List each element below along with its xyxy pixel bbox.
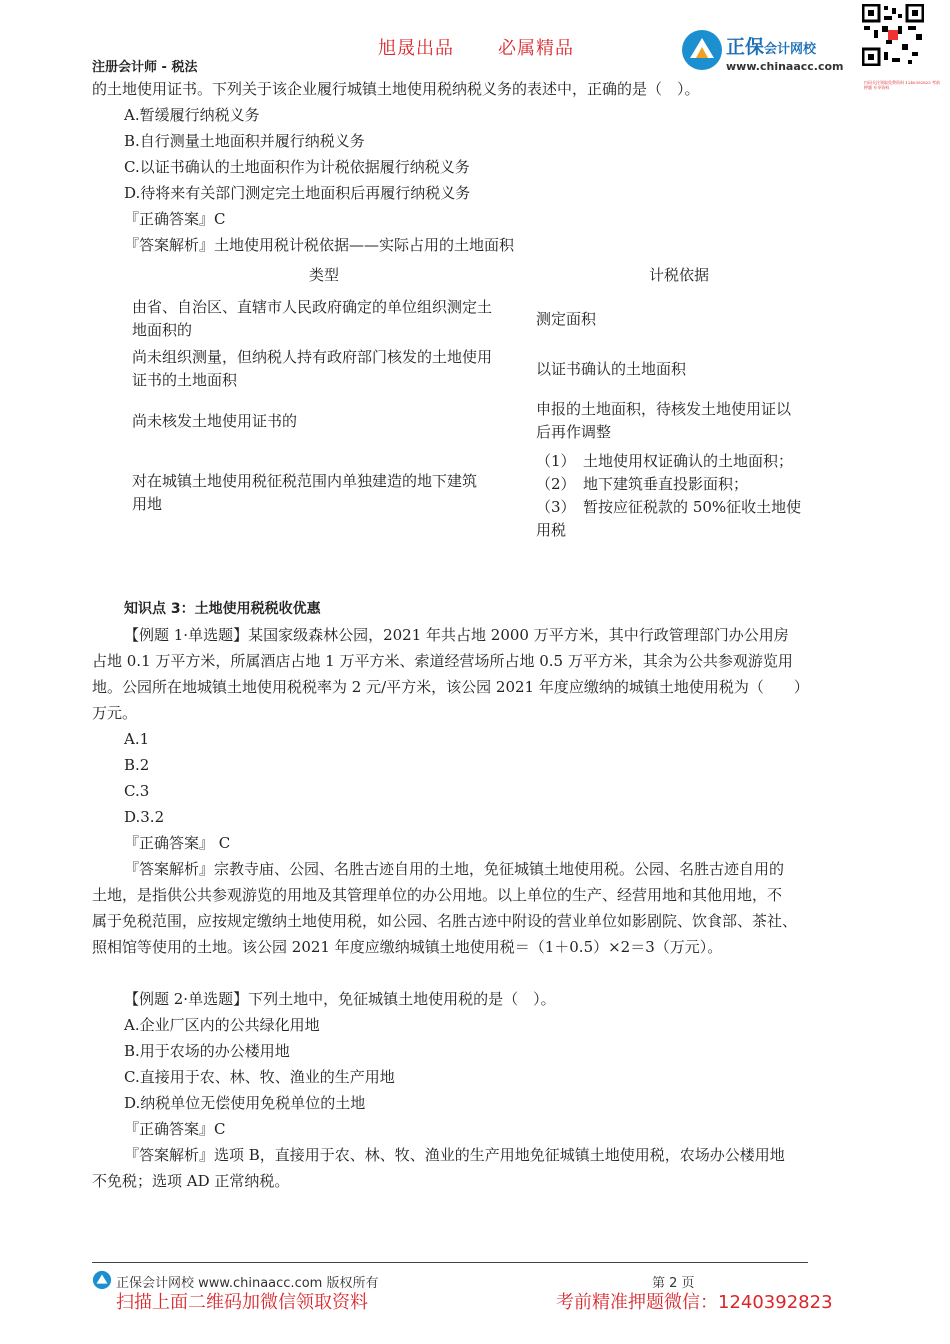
q2-option-d: D.纳税单位无偿使用免税单位的土地 bbox=[124, 1094, 366, 1112]
q0-option-b: B.自行测量土地面积并履行纳税义务 bbox=[124, 132, 365, 150]
q1-stem-line-2: 占地 0.1 万平方米，所属酒店占地 1 万平方米、索道经营场所占地 0.5 万平方米，其余为公共参观游览用 bbox=[92, 652, 793, 670]
table-row-2-type: 尚未组织测量，但纳税人持有政府部门核发的土地使用 证书的土地面积 bbox=[132, 348, 493, 389]
logo-url: www.chinaacc.com bbox=[726, 60, 844, 73]
q0-answer: 『正确答案』C bbox=[124, 210, 226, 228]
q1-option-b: B.2 bbox=[124, 756, 150, 774]
q1-stem-line-4: 万元。 bbox=[92, 704, 138, 722]
promo-left: 扫描上面二维码加微信领取资料 bbox=[116, 1292, 368, 1313]
footer-logo-icon bbox=[92, 1270, 112, 1290]
footer-divider bbox=[92, 1262, 808, 1263]
q2-option-c: C.直接用于农、林、牧、渔业的生产用地 bbox=[124, 1068, 395, 1086]
table-row-1-type: 由省、自治区、直辖市人民政府确定的单位组织测定土 地面积的 bbox=[132, 298, 493, 339]
header-slogan-2: 必属精品 bbox=[498, 38, 574, 59]
brand-mark-icon bbox=[680, 28, 724, 72]
qr-code-icon bbox=[862, 4, 924, 66]
logo-cn-small: 会计网校 bbox=[764, 42, 817, 57]
qr-note: 扫码关注领取免费资料 1240392823 考前押题 专享资料 bbox=[864, 80, 940, 90]
q2-option-a: A.企业厂区内的公共绿化用地 bbox=[124, 1016, 320, 1034]
logo-cn: 正保 bbox=[726, 36, 765, 58]
q2-analysis-line-1: 『答案解析』选项 B，直接用于农、林、牧、渔业的生产用地免征城镇土地使用税，农场办公楼用地 bbox=[124, 1146, 785, 1164]
brand-logo bbox=[680, 28, 850, 74]
q0-option-c: C.以证书确认的土地面积作为计税依据履行纳税义务 bbox=[124, 158, 470, 176]
q2-analysis-line-2: 不免税；选项 AD 正常纳税。 bbox=[92, 1172, 290, 1190]
footer-copyright: 正保会计网校 www.chinaacc.com 版权所有 bbox=[116, 1276, 379, 1291]
course-title: 注册会计师 - 税法 bbox=[92, 60, 198, 75]
table-header-basis: 计税依据 bbox=[648, 266, 709, 284]
promo-right: 考前精准押题微信：1240392823 bbox=[556, 1292, 833, 1313]
footer-page-number: 第 2 页 bbox=[652, 1276, 695, 1291]
q1-option-a: A.1 bbox=[124, 730, 150, 748]
q1-option-d: D.3.2 bbox=[124, 808, 165, 826]
q2-answer: 『正确答案』C bbox=[124, 1120, 226, 1138]
q0-option-d: D.待将来有关部门测定完土地面积后再履行纳税义务 bbox=[124, 184, 471, 202]
q0-analysis: 『答案解析』土地使用税计税依据——实际占用的土地面积 bbox=[124, 236, 515, 254]
tax-basis-table bbox=[124, 262, 844, 542]
table-row-3-basis: 申报的土地面积，待核发土地使用证以 后再作调整 bbox=[536, 400, 792, 441]
q2-stem: 【例题 2·单选题】下列土地中，免征城镇土地使用税的是（ ）。 bbox=[124, 990, 556, 1008]
q1-answer: 『正确答案』 C bbox=[124, 834, 231, 852]
q1-analysis-line-1: 『答案解析』宗教寺庙、公园、名胜古迹自用的土地，免征城镇土地使用税。公园、名胜古迹自用的 bbox=[124, 860, 785, 878]
table-header-type: 类型 bbox=[308, 266, 339, 284]
q0-option-a: A.暂缓履行纳税义务 bbox=[124, 106, 260, 124]
q2-option-b: B.用于农场的办公楼用地 bbox=[124, 1042, 290, 1060]
q1-analysis-line-2: 土地，是指供公共参观游览的用地及其管理单位的办公用地。以上单位的生产、经营用地和其他用地，不 bbox=[92, 886, 783, 904]
q1-analysis-line-4: 照相馆等使用的土地。该公园 2021 年度应缴纳城镇土地使用税＝（1＋0.5）×2＝3（万元）。 bbox=[92, 938, 723, 956]
q1-stem-line-1: 【例题 1·单选题】某国家级森林公园，2021 年共占地 2000 万平方米，其中行政管理部门办公用房 bbox=[124, 626, 789, 644]
q0-stem: 的土地使用证书。下列关于该企业履行城镇土地使用税纳税义务的表述中，正确的是（ ）。 bbox=[92, 80, 700, 98]
q1-option-c: C.3 bbox=[124, 782, 150, 800]
table-row-4-basis: （1） 土地使用权证确认的土地面积； （2） 地下建筑垂直投影面积； （3） 暂按应征税款的 50%征收土地使 用税 bbox=[536, 452, 802, 539]
q1-analysis-line-3: 属于免税范围，应按规定缴纳土地使用税，如公园、名胜古迹中附设的营业单位如影剧院、饮食部、茶社、 bbox=[92, 912, 798, 930]
table-row-4-type: 对在城镇土地使用税征税范围内单独建造的地下建筑 用地 bbox=[132, 472, 478, 513]
header-slogan-1: 旭晟出品 bbox=[378, 38, 454, 59]
table-row-2-basis: 以证书确认的土地面积 bbox=[536, 360, 687, 378]
q1-stem-line-3: 地。公园所在地城镇土地使用税税率为 2 元/平方米，该公园 2021 年度应缴纳的城镇土地使用税为（ ） bbox=[92, 678, 809, 696]
table-row-3-type: 尚未核发土地使用证书的 bbox=[132, 412, 298, 430]
table-row-1-basis: 测定面积 bbox=[536, 310, 597, 328]
section-title: 知识点 3：土地使用税税收优惠 bbox=[124, 601, 321, 617]
